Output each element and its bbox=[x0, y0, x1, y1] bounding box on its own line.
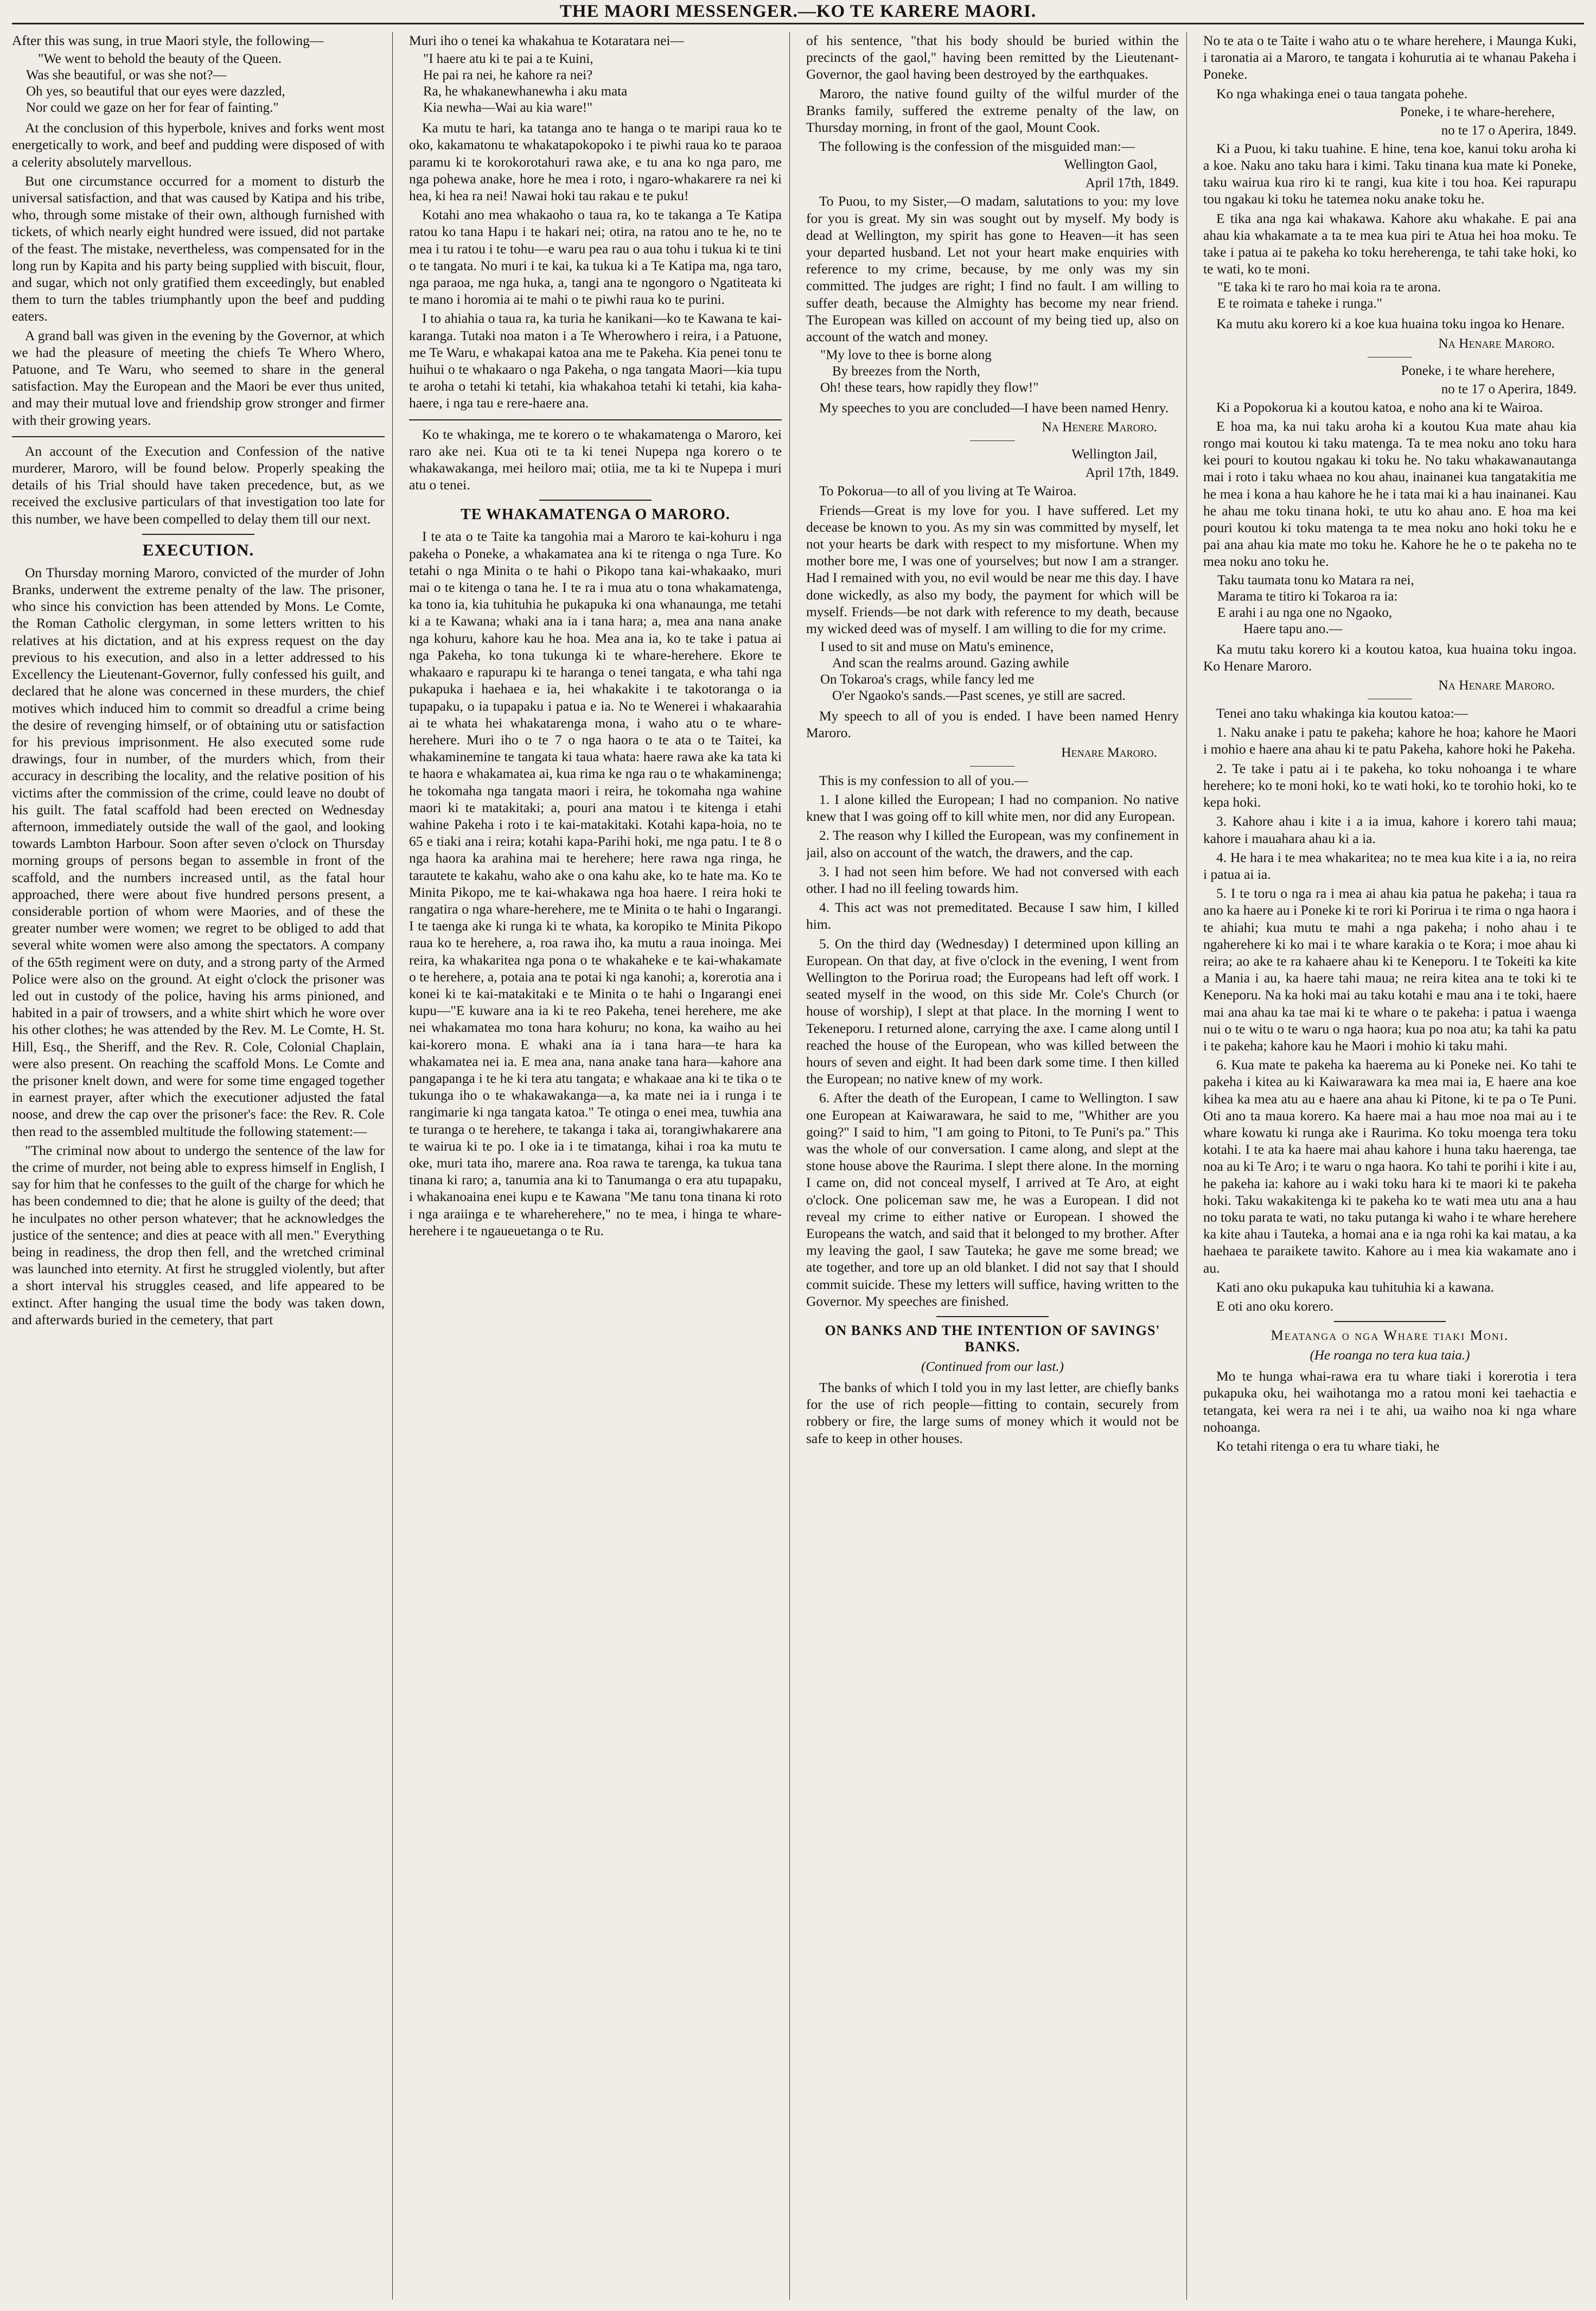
song-verse bbox=[26, 51, 385, 116]
confession-item: 2. Te take i patu ai i te pakeha, ko toku nohoanga i te whare herehere; ko te moni hoki, ko te wati hoki, ko te torohio hoki, ko te kepa hoki. bbox=[1203, 760, 1576, 810]
paragraph: At the conclusion of this hyperbole, knives and forks went most energetically to work, and beef and pudding were disposed of with a celerity absolutely marvellous. bbox=[12, 120, 385, 170]
letter-addressee: To Pokorua—to all of you living at Te Wairoa. bbox=[819, 483, 1077, 499]
letter-verse bbox=[1217, 279, 1576, 312]
verse-line: Taku taumata tonu ko Matara ra nei, bbox=[1217, 572, 1414, 588]
paragraph: Ko tetahi ritenga o era tu whare tiaki, he bbox=[1216, 1438, 1440, 1454]
verse-line: "We went to behold the beauty of the Queen. bbox=[38, 52, 282, 67]
columns bbox=[12, 32, 1584, 2300]
letter-verse bbox=[1217, 572, 1576, 637]
verse-line: Was she beautiful, or was she not?— bbox=[26, 68, 227, 83]
verse-line: Marama te titiro ki Tokaroa ra ia: bbox=[1217, 589, 1398, 604]
confession-item: 6. Kua mate te pakeha ka haerema au ki Poneke nei. Ko tahi te pakeha i kitea au ki Kaiwarawara ka mea mai ia, E haere ana koe kihea ka mea atu au e haere ana ahau ki Pitone, ki te pa o Te Puni. Oti ano ta maua korero. Ka haere mai a hau moe noa mai au i te whare kowatu ki runga ake i Raurima. Ko toku moenga tera toku kotahi. I te ata ka haere mai ahau kahore i huna taku haerenga, tae noa au ki Te Aro; i te waru o nga haora. Ko tahi te porihi i kite i au, he pakeha ia: kahore au i waki toku hara ki te maori ki te pakeha hoki. Taku wakakitenga ki te pakeha ko te wati mea utu ana a hau no toku parata te wati, no taku putanga ki waho i te whare herehere ka kite ahau i Tauteka, a homai ana e ia nga rohi ka kai matau, a ka haehaea te paraikete tawito. Kahore au i mea kia wakamate ano i au. bbox=[1203, 1057, 1576, 1276]
divider bbox=[1334, 1321, 1446, 1322]
column-2 bbox=[409, 32, 790, 2300]
confession-item: 4. This act was not premeditated. Because I saw him, I killed him. bbox=[806, 899, 1179, 933]
confession-item: 1. I alone killed the European; I had no companion. No native knew that I was going off to kill white men, nor did any European. bbox=[806, 791, 1179, 825]
verse-line: "My love to thee is borne along bbox=[820, 348, 992, 363]
confession-item: 1. Naku anake i patu te pakeha; kahore he hoa; kahore he Maori i mohio e haere ana ahau ki te patu Pakeha, kahore hoki he Pakeha. bbox=[1203, 724, 1576, 757]
continued-note: (He roanga no tera kua taia.) bbox=[1310, 1348, 1470, 1363]
letter-date: no te 17 o Aperira, 1849. bbox=[1441, 123, 1576, 138]
verse-line: E te roimata e taheke i runga." bbox=[1217, 296, 1382, 311]
paragraph: Maroro, the native found guilty of the wilful murder of the Branks family, suffered the extreme penalty of the law, on Thursday morning, in front of the gaol, Mount Cook. bbox=[806, 85, 1179, 136]
letter-place: Wellington Jail, bbox=[1071, 447, 1157, 462]
article-heading: TE WHAKAMATENGA O MARORO. bbox=[461, 506, 730, 524]
confession-item: 3. Kahore ahau i kite i a ia imua, kahore i korero tahi maua; kahore i mauahara ahau ki a ia. bbox=[1203, 813, 1576, 846]
divider bbox=[12, 436, 385, 437]
confession-item: 4. He hara i te mea whakaritea; no te mea kua kite i a ia, no reira i patua ai ia. bbox=[1203, 849, 1576, 882]
column-3 bbox=[806, 32, 1187, 2300]
verse-line: Nor could we gaze on her for fear of fainting." bbox=[26, 100, 279, 116]
verse-line: "E taka ki te raro ho mai koia ra te arona. bbox=[1217, 280, 1441, 295]
letter-body: To Puou, to my Sister,—O madam, salutations to you: my love for you is great. My sin was sought out by myself. My body is dead at Wellington, my spirit has gone to Heaven—it has seen your departed husband. Let not your heart make enquiries with reference to my crime, because, by me only was my sin committed. The judges are right; I find no fault. I am willing to suffer death, because the Almighty has become my near friend. The European was killed on account of my being tied up, also on account of the watch and money. bbox=[806, 193, 1179, 345]
paragraph: of his sentence, "that his body should be buried within the precincts of the gaol," having been remitted by the Lieutenant-Governor, the gaol having been destroyed by the earthquakes. bbox=[806, 33, 1179, 82]
paragraph: But one circumstance occurred for a moment to disturb the universal satisfaction, and that was caused by Katipa and his tribe, who, through some mistake of their own, although furnished with tickets, of which nearly eight hundred were issued, did not partake of the feast. The mistake, nevertheless, was compensated for in the long run by Kapita and his party being supplied with biscuit, flour, and sugar, which not only gratified them exceedingly, but enabled them to turn the tables triumphantly upon the beef and pudding eaters. bbox=[12, 173, 385, 324]
divider bbox=[409, 419, 782, 420]
paragraph: Mo te hunga whai-rawa era tu whare tiaki i korerotia i tera pukapuka oku, hei waihotanga mo a ratou moni kei taehactia e tetangata, kei wera ra nei i te ahi, ua waiho noa ki nga whare nohoanga. bbox=[1203, 1368, 1576, 1435]
divider bbox=[936, 1316, 1048, 1317]
letter-signature: Na Henare Maroro. bbox=[1438, 335, 1555, 351]
verse-line: O'er Ngaoko's sands.—Past scenes, ye still are sacred. bbox=[832, 688, 1126, 704]
letter-place: Poneke, i te whare-herehere, bbox=[1400, 104, 1555, 119]
verse-line: "I haere atu ki te pai a te Kuini, bbox=[423, 52, 593, 67]
paragraph: Ko nga whakinga enei o taua tangata pohehe. bbox=[1216, 85, 1468, 101]
letter-place: Wellington Gaol, bbox=[1064, 157, 1157, 173]
verse-line: Kia newha—Wai au kia ware!" bbox=[423, 100, 593, 116]
verse-line: He pai ra nei, he kahore ra nei? bbox=[423, 68, 593, 83]
paragraph: Ka mutu aku korero ki a koe kua huaina toku ingoa ko Henare. bbox=[1216, 316, 1565, 332]
column-4 bbox=[1203, 32, 1584, 2300]
paragraph: On Thursday morning Maroro, convicted of the murder of John Branks, underwent the extreme penalty of the law. The prisoner, who since his conviction has been attended by Mons. Le Comte, the Roman Catholic clergyman, in some letters written to his relatives at his dictation, and at his express request on the day previous to his execution, and also in a letter addressed to his Excellency the Lieutenant-Governor, fully confessed his guilt, and declared that he alone was concerned in these murders, the chief motives which induced him to commit so dreadful a crime being the desire of revenging himself, or of obtaining utu or satisfaction for his previous imprisonment. He also executed some rude drawings, four in number, of the murders which, from their accuracy in describing the locality, and the relative position of his victims after the commission of the crime, could leave no doubt of his guilt. The fatal scaffold had been erected on Wednesday afternoon, immediately outside the wall of the gaol, and looking towards Lambton Harbour. Soon after seven o'clock on Thursday morning groups of persons began to assemble in front of the scaffold, and the numbers increased until, as the fatal hour approached, there were about five hundred persons present, a considerable portion of whom were Maories, and of these the greater number were women; we regret to be obliged to add that several white women were also among the spectators. A company of the 65th regiment were on duty, and a strong party of the Armed Police were also on the ground. At eight o'clock the prisoner was led out in custody of the police, having his arms pinioned, and habited in a pair of trowsers, and a white shirt which he wore over his other clothes; he was attended by the Rev. M. Le Comte, H. St. Hill, Esq., the Sheriff, and the Rev. R. Cole, Colonial Chaplain, were also present. On reaching the scaffold Mons. Le Comte and the prisoner knelt down, and were for some time engaged together in earnest prayer, after which the executioner adjusted the fatal noose, and drew the cap over the prisoner's face: the Rev. R. Cole then read to the assembled multitude the following statement:— bbox=[12, 564, 385, 1139]
verse-line: I used to sit and muse on Matu's eminence, bbox=[820, 640, 1054, 655]
paragraph: My speeches to you are concluded—I have been named Henry. bbox=[819, 400, 1169, 416]
verse-line: Ra, he whakanewhanewha i aku mata bbox=[423, 84, 628, 99]
masthead: THE MAORI MESSENGER.—KO TE KARERE MAORI. bbox=[12, 0, 1584, 24]
paragraph: This is my confession to all of you.— bbox=[819, 772, 1029, 788]
continued-note: (Continued from our last.) bbox=[921, 1359, 1064, 1374]
article-heading: Meatanga o nga Whare tiaki Moni. bbox=[1271, 1327, 1509, 1344]
letter-date: no te 17 o Aperira, 1849. bbox=[1441, 381, 1576, 397]
notice-paragraph: An account of the Execution and Confession of the native murderer, Maroro, will be found below. Properly speaking the details of his Trial should have taken precedence, but, as we received the exclusive particulars of that investigation too late for this number, we have been compelled to delay them till our next. bbox=[12, 443, 385, 527]
verse-line: Oh! these tears, how rapidly they flow!" bbox=[820, 380, 1039, 395]
article-heading: EXECUTION. bbox=[142, 540, 254, 559]
letter-body: E tika ana nga kai whakawa. Kahore aku whakahe. E pai ana ahau kia whakamate a ta te mea kua piri te Atua hei hoa moku. Te take i patua ai te pakeha ko toku hereherenga, te tahi take hoki, ko te wati, ko te moni. bbox=[1203, 210, 1576, 277]
paragraph: I te ata o te Taite ka tangohia mai a Maroro te kai-kohuru i nga pakeha o Poneke, a whakamatea ana ki te ritenga o nga Ture. Ko tetahi o nga Minita o te hahi o Pikopo tana kai-whakaako, muri mai o te kitenga o tana he. I te ra i mua atu o tona whakamatenga, ka tono ia, kia tuhituhia he pukapuka ki ona whanaunga, me tetahi ki a te Kawana; whaki ana ia i tana hara; a, mea ana nana anake nga kohuru, kahore kau he hoa. Mea ana ia, ko te take i patua ai nga Pakeha, ko tona tukunga ki te whare-herehere. Ekore te whakaaro e rapurapu ki te haranga o tenei tangata, e wha tahi nga pukapuka i haehaea e ia, hei whakakite i te takotoranga o ia tupapaku, o ia tupapaku i patua e ia. No te Wenerei i whakaarahia ai te whata hei whakatarenga mona, i waho atu o te whare-herehere. Muri iho o te 7 o nga haora o te ata o te Taitei, ka whakaminemine te tangata ki taua whata: haere rawa ake ka tata ki te haora e whakamatea ai, kua rima ke nga rau o te whakaminenga; he tokomaha nga tangata maori i reira, he tokomaha nga wahine maori ki te matakitaki; a, pouri ana matou i te kitenga i etahi wahine Pakeha i roto i te kai-matakitaki. Kotahi kapa-hoia, no te 65 e tiaki ana i reira; kotahi kapa-Parihi hoki, me nga patu. I te 8 o nga haora ka arahina mai te herehere; here rawa nga ringa, he tarautete te kakahu, waho ake o ona kahu ake, ko te hate ma. Ko te Minita Pikopo, me te kai-whakawa nga hoa haere. I reira hoki te rangatira o nga whare-herehere, me te Minita o te hahi o Ingarangi. I te taenga ake ki runga ki te whata, ka koropiko te Minita Pikopo raua ko te herehere, a, roa rawa iho, ka mutu a raua inoinga. Mei reira, ka whakaritea nga pona o te whakaheke e te kai-whakamate o te herehere, a, potaia ana te potai ki nga kanohi; a, korerotia ana i konei ki te kai-matakitaki e te Minita o te hahi o Ingarangi enei kupu—"E kuware ana ia ki te reo Pakeha, tenei herehere, me ake nei whakamatea mo tona hara kohuru; no kona, ka waiho au hei kai-korero mona. E whaki ana ia i tana hara—te hara ka whakamatea nei ia. E mea ana, nana anake tana hara—kahore ana pangapanga i te he ki tera atu tangata; e whakaae ana ki te tika o te tukunga iho o te whakawakanga—a, ka mate nei ia i runga i te rangimarie ki nga tangata katoa." Te otinga o enei mea, tuwhia ana te turanga o te herehere, te takanga i taka ai, torangiwhakarere ana te wairua ki te po. I oke ia i te timatanga, kihai i roa ka mutu te oke, muri tata iho, marere ana. Roa rawa te tarenga, ka tukua tana tinana ki raro; a, tanumia ana ki to Tanumanga o era atu tupapaku, i whakanoaina enei kupu e te Kawana "Me tanu tona tinana ki roto i nga araiinga e te whareherehere," no te mea, i hinga te whare-herehere i te ngaueuetanga o te Ru. bbox=[409, 528, 782, 1239]
verse-line: Oh yes, so beautiful that our eyes were dazzled, bbox=[26, 84, 285, 99]
paragraph: The following is the confession of the misguided man:— bbox=[819, 138, 1135, 155]
paragraph: Kotahi ano mea whakaoho o taua ra, ko te takanga a Te Katipa ratou ko tana Hapu i te hakari nei; otira, na ratou ano te he, no te mea i tu ratou i te tohu—e waru pea rau o aua tohu i tukua ki te tini o te tangata. No muri i te kai, ka tukua ki a Te Katipa ma, nga taro, nga paraoa, me nga huka, a, tangi ana te ngongoro o Ngatiteata ki te mano i horomia ai te mahi o te piwhi raua ko te purini. bbox=[409, 207, 782, 308]
confession-item: 3. I had not seen him before. We had not conversed with each other. I had no ill feeling towards him. bbox=[806, 863, 1179, 896]
paragraph: After this was sung, in true Maori style, the following— bbox=[12, 33, 324, 48]
paragraph: No te ata o te Taite i waho atu o te whare herehere, i Maunga Kuki, i taronatia ai a Maroro, te tangata i kohurutia ai te whanau Pakeha i Poneke. bbox=[1203, 33, 1576, 82]
letter-verse bbox=[820, 639, 1179, 704]
paragraph: My speech to all of you is ended. I have been named Henry Maroro. bbox=[806, 708, 1179, 741]
letter-body: Ki a Puou, ki taku tuahine. E hine, tena koe, kanui toku aroha ki a koe. Naku ano taku hara i kimi. Taku tinana kua mate ki Poneke, taku wairua kua riro ki te rangi, kua kite i tou hoa. Kei rapurapu tou ngakau ki toku he tatemea noku anake toku he. bbox=[1203, 140, 1576, 207]
verse-line: On Tokaroa's crags, while fancy led me bbox=[820, 672, 1035, 687]
divider bbox=[142, 534, 254, 535]
divider bbox=[539, 500, 651, 501]
paragraph: Muri iho o tenei ka whakahua te Kotaratara nei— bbox=[409, 33, 684, 48]
paragraph: "The criminal now about to undergo the sentence of the law for the crime of murder, not being able to express himself in English, I say for him that he confesses to the guilt of the charge for which he has been condemned to die; that he alone is guilty of the deed; that he inculpates no other person whatever; that he acknowledges the justice of the sentence; and dies at peace with all men." Everything being in readiness, the drop then fell, and the wretched criminal was launched into eternity. At first he struggled violently, but after a short interval his struggles ceased, and life appeared to be extinct. After hanging the usual time the body was taken down, and afterwards buried in the cemetery, that part bbox=[12, 1142, 385, 1327]
letter-body: Friends—Great is my love for you. I have suffered. Let my decease be known to you. As my sin was committed by myself, let not your hearts be dark with respect to my misfortune. When my mother bore me, I was one of yourselves; but now I am a stranger. Had I remained with you, no evil would be near me this day. I have done wickedly, as also my body, the payment for which will be myself. Friends—be not dark with reference to my death, because my wicked deed was of myself. I am willing to die for my crime. bbox=[806, 502, 1179, 637]
letter-signature: Na Henere Maroro. bbox=[1042, 419, 1157, 435]
paragraph: I to ahiahia o taua ra, ka turia he kanikani—ko te Kawana te kai-karanga. Tutaki noa maton i a Te Wherowhero i reira, i a Patuone, me Te Waru, e whakapai katoa ana me te Pakeha. Kia penei tonu te huihui o te whakaaro o nga Pakeha, o nga tangata Maori—kia tupu te aroha o tetahi ki tetahi, kia whakahoa tetahi ki tetahi, kia kaha-haere, i nga tau e rere-haere ana. bbox=[409, 310, 782, 411]
paragraph: Ka mutu taku korero ki a koutou katoa, kua huaina toku ingoa. Ko Henare Maroro. bbox=[1203, 641, 1576, 674]
paragraph: E oti ano oku korero. bbox=[1216, 1298, 1333, 1314]
verse-line: And scan the realms around. Gazing awhile bbox=[832, 656, 1069, 671]
column-1 bbox=[12, 32, 393, 2300]
letter-verse bbox=[820, 347, 1179, 396]
paragraph: Tenei ano taku whakinga kia koutou katoa:— bbox=[1216, 705, 1469, 722]
confession-item: 5. I te toru o nga ra i mea ai ahau kia patua he pakeha; i taua ra ano ka haere au i Poneke ki te rori ki Porirua i te rima o nga haora i te ahiahi; kua mutu te mahi a nga pakeha; i noho ahau i te ngaherehere ki ko mai i te whare karakia o te Kora; i moe ahau ki reira; ao ake te ra kahaere ahau ki te Keneporu. I te Tokeiti ka kite a Mania i au, ka haere tahi maua; ne reira kitea ana te toki ki te Keneporu. Na ka hoki mai au taku kotahi e mau ana i te toki, haere mai ana ahau ka tae mai ki te whare o te pakeha: i patua i waenga nui o te witu o te waru o nga haora; kua po noa atu; ka tahi ka patu i te pakeha; kahore kau he Maori i mohio ki taku mahi. bbox=[1203, 885, 1576, 1054]
song-verse bbox=[423, 51, 782, 116]
letter-body: E hoa ma, ka nui taku aroha ki a koutou Kua mate ahau kia rongo mai koutou ki taku matenga. Ta te mea noku ano toku hara kei pouri to koutou ngakau ki toku he. No taku whakawanautanga mai i roto i taku whaea no kou ahau, inainanei kua tangatakitia me he mea i kona a hau kahore he he i tata mai ki a hau inainanei. Kau he ahau me toku tinana hoki, te utu ko ahau ano. E hoa ma kei pouri koutou ki toku matenga ta te mea noku ano hoki toku he e pai ana ahau kia mate mo toku he. Kahore he he o te pakeha no te mea noku ano toku he. bbox=[1203, 418, 1576, 570]
paragraph: Kati ano oku pukapuka kau tuhituhia ki a kawana. bbox=[1216, 1279, 1494, 1295]
article-heading: ON BANKS AND THE INTENTION OF SAVINGS' BANKS. bbox=[825, 1322, 1160, 1355]
letter-signature: Na Henare Maroro. bbox=[1438, 677, 1555, 693]
confession-item: 2. The reason why I killed the European, was my confinement in jail, also on account of the watch, the drawers, and the cap. bbox=[806, 827, 1179, 860]
divider bbox=[970, 766, 1014, 767]
paragraph: The banks of which I told you in my last letter, are chiefly banks for the use of rich people—fitting to contain, securely from robbery or fire, the large sums of money which it would not be safe to keep in other houses. bbox=[806, 1379, 1179, 1446]
notice-paragraph: Ko te whakinga, me te korero o te whakamatenga o Maroro, kei raro ake nei. Kua oti te ta ki tenei Nupepa nga korero o te whakawakanga, mei heiloro mai; otiia, me ta ki te Nupepa i muri atu o tenei. bbox=[409, 426, 782, 493]
paragraph: A grand ball was given in the evening by the Governor, at which we had the pleasure of meeting the chiefs Te Whero Whero, Patuone, and Te Waru, who seemed to share in the general satisfaction. May the European and the Maori be ever thus united, and may their mutual love and friendship grow stronger and firmer with their growing years. bbox=[12, 327, 385, 428]
confession-item: 6. After the death of the European, I came to Wellington. I saw one European at Kaiwarawara, he said to me, "Whither are you going?" I said to him, "I am going to Pitoni, to Te Puni's pa." This was the whole of our conversation. I came along, and slept at the stone house above the Raurima. I slept there alone. In the morning I came on, did not conceal myself, I arrived at Te Aro, at eight o'clock. One policeman saw me, he was a European. I did not reveal my crime to either native or European. I showed the Europeans the watch, and said that it belonged to my brother. After my leaving the gaol, I saw Tauteka; he gave me some bread; we ate together, and tore up an old blanket. I did not say that I should commit suicide. These my letters will suffice, having written to the Governor. My speeches are finished. bbox=[806, 1090, 1179, 1309]
paragraph: Ka mutu te hari, ka tatanga ano te hanga o te maripi raua ko te oko, kakamatonu te whakatapokopoko i te piwhi raua ko te paraoa paramu ki te korokorotahuri rawa ake, e tu ana ko nga paro, me nga pohewa anake, hore he mea i roto, i ngaro-whakarere ra nei ki hea, ki hea ra nei! Nawai hoki tau rakau e te puku! bbox=[409, 120, 782, 204]
letter-addressee: Ki a Popokorua ki a koutou katoa, e noho ana ki te Wairoa. bbox=[1216, 399, 1543, 415]
letter-signature: Henare Maroro. bbox=[1061, 744, 1157, 760]
verse-line: By breezes from the North, bbox=[832, 364, 980, 379]
letter-date: April 17th, 1849. bbox=[1085, 176, 1179, 191]
verse-line: E arahi i au nga one no Ngaoko, bbox=[1217, 605, 1393, 620]
letter-place: Poneke, i te whare herehere, bbox=[1401, 363, 1555, 378]
verse-line: Haere tapu ano.— bbox=[1243, 621, 1343, 636]
letter-date: April 17th, 1849. bbox=[1085, 465, 1179, 481]
confession-item: 5. On the third day (Wednesday) I determined upon killing an European. On that day, at five o'clock in the evening, I went from Wellington to the Porirua road; the Europeans had left off work. I seated myself in the wood, on this side Mr. Cole's Church (or house of worship), I slept at that place. In the morning I went to Tekeneporu. I returned alone, carrying the axe. I came along until I reached the house of the European, who was killed between the hours of seven and eight. It had been dark some time. I then killed the European; no native knew of my work. bbox=[806, 935, 1179, 1087]
